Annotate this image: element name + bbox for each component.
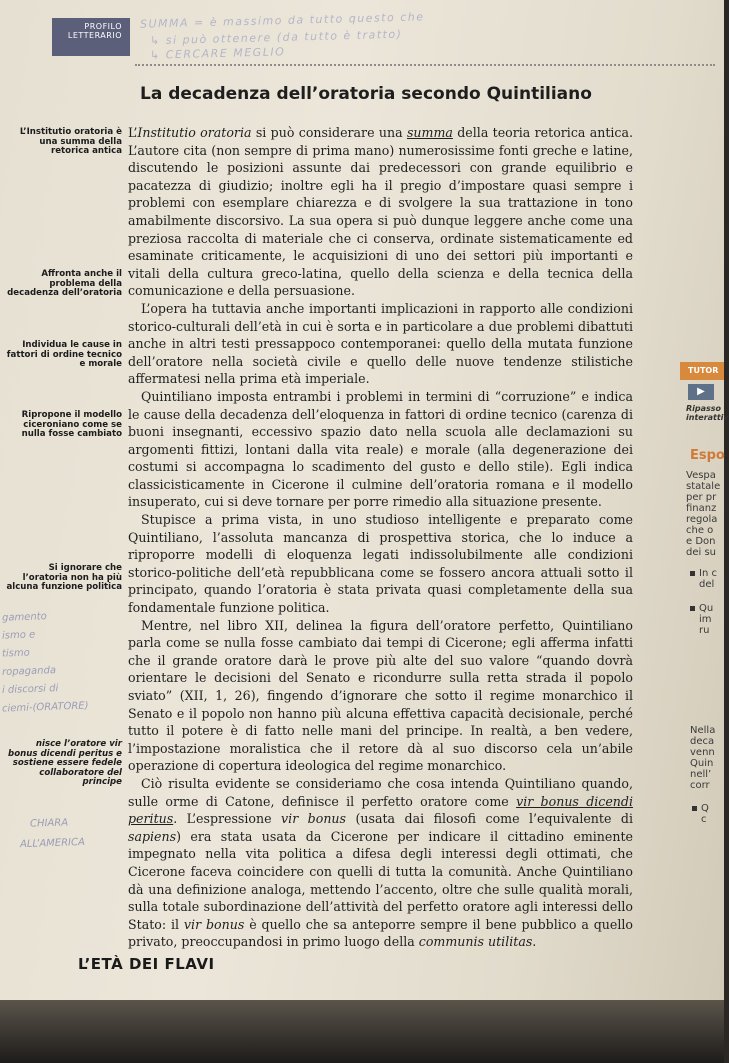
next-page-col-c: Qu im ru [690, 603, 713, 636]
main-text [128, 124, 633, 951]
margin-hand-8: ALL’AMERICA [19, 836, 86, 851]
section-rubric [52, 18, 130, 56]
paragraph-2: L’opera ha tuttavia anche importanti implicazioni in rapporto alle condizioni storico-culturali dell’età in cui è sorta e in particolare a due problemi dibattuti anche in altri testi pressappoco contemporanei: quello della mutata funzione dell’oratore nella società civile e quello delle nuove tendenze stilistiche affermatesi nella prima età imperiale. [128, 300, 633, 387]
bullet-icon [690, 606, 695, 611]
next-page-col-a: Vespa statale per pr finanz regola che o e Don dei su [686, 470, 721, 558]
margin-hand-3: tismo [1, 647, 30, 660]
page-edge-shadow [0, 1000, 724, 1063]
sidenote-2: Affronta anche il problema della decadenza dell’oratoria [7, 269, 122, 299]
rubric-line1: PROFILO [84, 22, 122, 31]
handwritten-note-2: ↳ si può ottenere (da tutto è tratto) [149, 27, 403, 48]
rubric-line2: LETTERARIO [67, 31, 122, 41]
next-page-col-d: Nella deca venn Quin nell’ corr [690, 725, 716, 791]
bullet-icon [692, 806, 697, 811]
paragraph-5: Mentre, nel libro XII, delinea la figura dell’oratore perfetto, Quintiliano parla come se nulla fosse cambiato dai tempi di Cicerone; egli afferma infatti che il grande oratore darà le prove più alte del suo valore “quando dovrà orientare le decisioni del Senato e ricondurre sulla retta strada il popolo sviato” (XII, 1, 26), fingendo d’ignorare che sotto il regime monarchico il Senato e il popolo non hanno più alcuna effettiva capacità decisionale, perché tutto il potere è di fatto nelle mani del principe. In realtà, a ben vedere, l’impostazione moralistica che il retore dà al suo discorso cela un’abile operazione di copertura ideologica del regime monarchico. [128, 617, 633, 774]
next-page-heading: Espo [690, 448, 725, 463]
handwritten-note-1: SUMMA = è massimo da tutto questo che [139, 10, 425, 31]
sidenote-3: Individua le cause in fattori di ordine tecnico e morale [6, 340, 122, 370]
margin-hand-7: CHIARA [29, 817, 69, 830]
dotted-divider [135, 64, 715, 66]
paragraph-6: Ciò risulta evidente se consideriamo che cosa intenda Quintiliano quando, sulle orme di Catone, definisce il perfetto oratore come vir bonus dicendi peritus. L’espressione vir bonus (usata dai filosofi come l’equivalente di sapiens) era stata usata da Cicerone per indicare il cittadino eminente impegnato nella vita politica a difesa degli interessi degli ottimati, che Cicerone faceva coincidere con quelli di tutta la comunità. Anche Quintiliano dà una definizione analoga, mettendo l’accento, oltre che sulle qualità morali, sulla totale subordinazione dell’attività del perfetto oratore agli interessi dello Stato: il vir bonus è quello che sa anteporre sempre il bene pubblico a quello privato, preoccupandosi in primo luogo della communis utilitas. [128, 775, 633, 950]
margin-hand-5: i discorsi di [1, 683, 59, 696]
paragraph-3: Quintiliano imposta entrambi i problemi in termini di “corruzione” e indica le cause della decadenza dell’eloquenza in fattori di ordine tecnico (carenza di buoni insegnanti, eccessivo spazio dato nella scuola alle declamazioni su argomenti fittizi, lontani dalla vita reale) e morale (alla degenerazione dei costumi si accompagna lo scadimento del gusto e dello stile). Egli indica classicisticamente in Cicerone il culmine dell’oratoria romana e il modello insuperato, cui si deve tornare per porre rimedio alla situazione presente. [128, 388, 633, 510]
next-page-col-e: Q c [692, 803, 709, 825]
paragraph-1: L’Institutio oratoria si può considerare una summa della teoria retorica antica. L’autore cita (non sempre di prima mano) numerosissime fonti greche e latine, discutendo le posizioni assunte dai predecessori con grande equilibrio e pacatezza di giudizio; inoltre egli ha il pregio d’impostare quasi sempre i problemi con esemplare chiarezza e di svolgere la sua trattazione in tono amabilmente discorsivo. La sua opera si può dunque leggere anche come una preziosa raccolta di materiale che ci conserva, ordinate sistematicamente ed esaminate criticamente, le acquisizioni di uno dei settori più importanti e vitali della cultura greco-latina, quello della scienza e della tecnica della comunicazione e della persuasione. [128, 125, 633, 299]
section-heading: L’ETÀ DEI FLAVI [78, 955, 215, 973]
sidenote-5: Si ignorare che l’oratoria non ha più alcuna funzione politica [6, 563, 122, 593]
handwritten-note-3: ↳ CERCARE MEGLIO [149, 45, 286, 62]
margin-hand-6: ciemi-(ORATORE) [1, 700, 89, 715]
sidenote-4: Ripropone il modello ciceroniano come se nulla fosse cambiato [21, 410, 122, 440]
paragraph-4: Stupisce a prima vista, in uno studioso intelligente e preparato come Quintiliano, l’assoluta mancanza di prospettiva storica, che lo induce a riproporre modelli di eloquenza legati indissolubilmente alle condizioni storico-politiche dell’età repubblicana come se fossero ancora attuali sotto il principato, quando l’oratoria è stata privata quasi completamente della sua fondamentale funzione politica. [128, 512, 633, 616]
bullet-icon [690, 571, 695, 576]
tutor-play-icon[interactable]: ▶ [688, 384, 714, 400]
page-title: La decadenza dell’oratoria secondo Quintiliano [140, 84, 592, 104]
sidenote-6: nisce l’oratore vir bonus dicendi peritus e sostiene essere fedele collaboratore del principe [8, 739, 122, 788]
margin-hand-2: ismo e [1, 629, 36, 642]
next-page-col-b: In c del [690, 568, 717, 590]
ripasso-label[interactable]: Ripasso interattiv [686, 404, 729, 422]
margin-hand-4: ropaganda [1, 665, 57, 678]
sidenote-1: L’Institutio oratoria è una summa della retorica antica [19, 127, 122, 157]
tutor-tab[interactable]: TUTOR [680, 362, 724, 380]
margin-hand-1: gamento [1, 611, 47, 624]
